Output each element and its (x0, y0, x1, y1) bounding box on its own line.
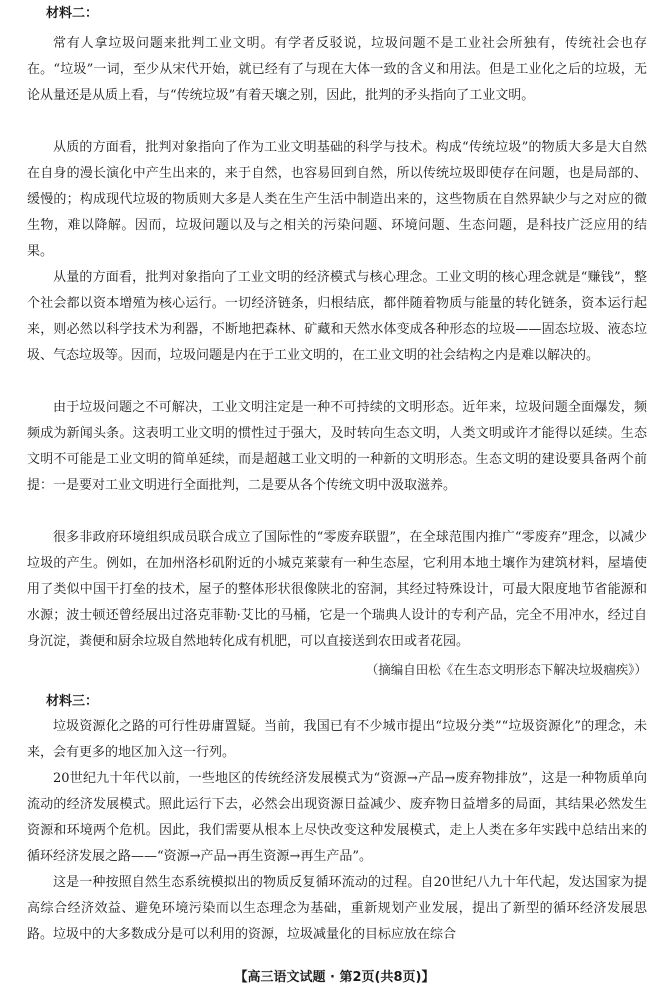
material-3-paragraph-1: 垃圾资源化之路的可行性毋庸置疑。当前，我国已有不少城市提出“垃圾分类”“垃圾资源化”的理念，未来，会有更多的地区加入这一行列。 (27, 719, 647, 760)
material-3-title: 材料三： (46, 694, 99, 709)
material-3-paragraph-3: 这是一种按照自然生态系统模拟出的物质反复循环流动的过程。自20世纪八九十年代起，发达国家为提高综合经济效益、避免环境污染而以生态理念为基础，重新规划产业发展，提出了新型的循环经济发展思路。垃圾中的大多数成分是可以利用的资源，垃圾减量化的目标应放在综合 (27, 875, 647, 942)
material-2-paragraph-2: 从质的方面看，批判对象指向了作为工业文明基础的科学与技术。构成“传统垃圾”的物质大多是大自然在自身的漫长演化中产生出来的，来于自然，也容易回到自然，所以传统垃圾即使存在问题，也是局部的、缓慢的；构成现代垃圾的物质则大多是人类在生产生活中制造出来的，这些物质在自然界缺少与之对应的微生物，难以降解。因而，垃圾问题以及与之相关的污染问题、环境问题、生态问题，是科技广泛应用的结果。 (27, 140, 647, 259)
material-2-title: 材料二： (46, 6, 99, 21)
material-2-paragraph-5: 很多非政府环境组织成员联合成立了国际性的“零废弃联盟”，在全球范围内推广“零废弃”理念，以减少垃圾的产生。例如，在加州洛杉矶附近的小城克莱蒙有一种生态屋，它利用本地土壤作为建筑材料，屋墙使用了类似中国干打垒的技术，屋子的整体形状很像陕北的窑洞，其经过特殊设计，可最大限度地节省能源和水源；波士顿还曾经展出过洛克菲勒·艾比的马桶，它是一个瑞典人设计的专利产品，完全不用冲水，经过自身沉淀，粪便和厨余垃圾自然地转化成有机肥，可以直接送到农田或者花园。 (27, 530, 647, 649)
page-footer: 【高三语文试题 · 第2页(共8页)】 (234, 970, 435, 985)
material-3-paragraph-2: 20世纪九十年代以前，一些地区的传统经济发展模式为“资源→产品→废弃物排放”，这是一种物质单向流动的经济发展模式。照此运行下去，必然会出现资源日益减少、废弃物日益增多的局面，其结果必然发生资源和环境两个危机。因此，我们需要从根本上尽快改变这种发展模式，走上人类在多年实践中总结出来的循环经济发展之路——“资源→产品→再生资源→再生产品”。 (27, 771, 647, 864)
material-2-source: （摘编自田松《在生态文明形态下解决垃圾痼疾》） (365, 662, 647, 677)
material-2-paragraph-3: 从量的方面看，批判对象指向了工业文明的经济模式与核心理念。工业文明的核心理念就是“赚钱”，整个社会都以资本增殖为核心运行。一切经济链条，归根结底，都伴随着物质与能量的转化链条，资本运行起来，则必然以科学技术为利器，不断地把森林、矿藏和天然水体变成各种形态的垃圾——固态垃圾、液态垃圾、气态垃圾等。因而，垃圾问题是内在于工业文明的，在工业文明的社会结构之内是难以解决的。 (27, 270, 647, 363)
material-2-paragraph-4: 由于垃圾问题之不可解决，工业文明注定是一种不可持续的文明形态。近年来，垃圾问题全面爆发，频频成为新闻头条。这表明工业文明的惯性过于强大，及时转向生态文明，人类文明或许才能得以延续。生态文明不可能是工业文明的简单延续，而是超越工业文明的一种新的文明形态。生态文明的建设要具备两个前提：一是要对工业文明进行全面批判，二是要从各个传统文明中汲取滋养。 (27, 400, 647, 493)
material-2-paragraph-1: 常有人拿垃圾问题来批判工业文明。有学者反驳说，垃圾问题不是工业社会所独有，传统社会也存在。“垃圾”一词，至少从宋代开始，就已经有了与现在大体一致的含义和用法。但是工业化之后的垃圾，无论从量还是从质上看，与“传统垃圾”有着天壤之别，因此，批判的矛头指向了工业文明。 (27, 36, 647, 103)
